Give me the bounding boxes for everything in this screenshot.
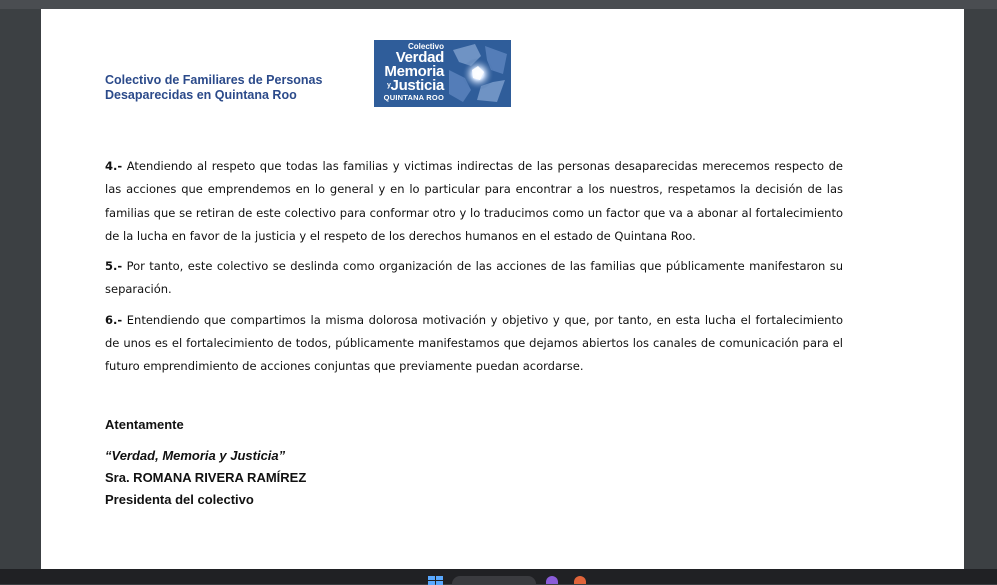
closing-salutation: Atentamente	[105, 417, 184, 432]
taskbar	[0, 569, 997, 584]
paragraph-5	[105, 255, 843, 302]
organization-name-line2: Desaparecidas en Quintana Roo	[105, 88, 297, 102]
paragraph-number: 4.-	[105, 159, 123, 173]
organization-name-line1: Colectivo de Familiares de Personas	[105, 73, 323, 87]
paragraph-6	[105, 309, 843, 379]
paragraph-4	[105, 155, 843, 248]
signer-name: Sra. ROMANA RIVERA RAMÍREZ	[105, 470, 307, 485]
paragraph-text: Atendiendo al respeto que todas las familias y victimas indirectas de las personas desaparecidas merecemos respecto de las acciones que emprendemos en lo general y en lo particular para encontrar a los nuestros, respetamos la decisión de las familias que se retiran de este colectivo para conformar otro y lo traducimos como un factor que va a abonar al fortalecimiento de la lucha en favor de la justicia y el respeto de los derechos humanos en el estado de Quintana Roo.	[105, 159, 843, 243]
logo-wordmark	[374, 42, 444, 103]
paragraph-text: Por tanto, este colectivo se deslinda como organización de las acciones de las familias que públicamente manifestaron su separación.	[105, 259, 843, 297]
linked-hands-emblem-icon	[445, 40, 511, 107]
signer-role: Presidenta del colectivo	[105, 492, 254, 507]
logo-line-y: y	[386, 82, 391, 89]
logo-line-memoria: Memoria	[384, 63, 444, 80]
paragraph-number: 6.-	[105, 312, 123, 327]
closing-motto: “Verdad, Memoria y Justicia”	[105, 448, 286, 463]
windows-start-icon[interactable]	[428, 576, 444, 584]
logo-line-verdad: Verdad	[395, 49, 444, 66]
paragraph-text: Entendiendo que compartimos la misma dolorosa motivación y objetivo y que, por tanto, en esta lucha el fortalecimiento de unos es el fortalecimiento de todos, públicamente manifestamos que dejamos abiertos los canales de comunicación para el futuro emprendimiento de acciones conjuntas que previamente puedan acordarse.	[105, 312, 843, 374]
logo-line-quintana-roo: QUINTANA ROO	[383, 93, 444, 102]
logo-line-colectivo: Colectivo	[407, 42, 444, 51]
taskbar-app-icon[interactable]	[546, 576, 558, 584]
taskbar-search-box[interactable]	[452, 576, 536, 584]
document-page	[41, 9, 964, 569]
paragraph-number: 5.-	[105, 259, 123, 274]
document-body	[105, 155, 843, 386]
collective-logo	[374, 40, 511, 107]
logo-line-justicia: Justicia	[390, 77, 444, 94]
viewer-top-bar	[0, 0, 997, 9]
taskbar-app-icon[interactable]	[574, 576, 586, 584]
organization-name	[105, 73, 365, 103]
